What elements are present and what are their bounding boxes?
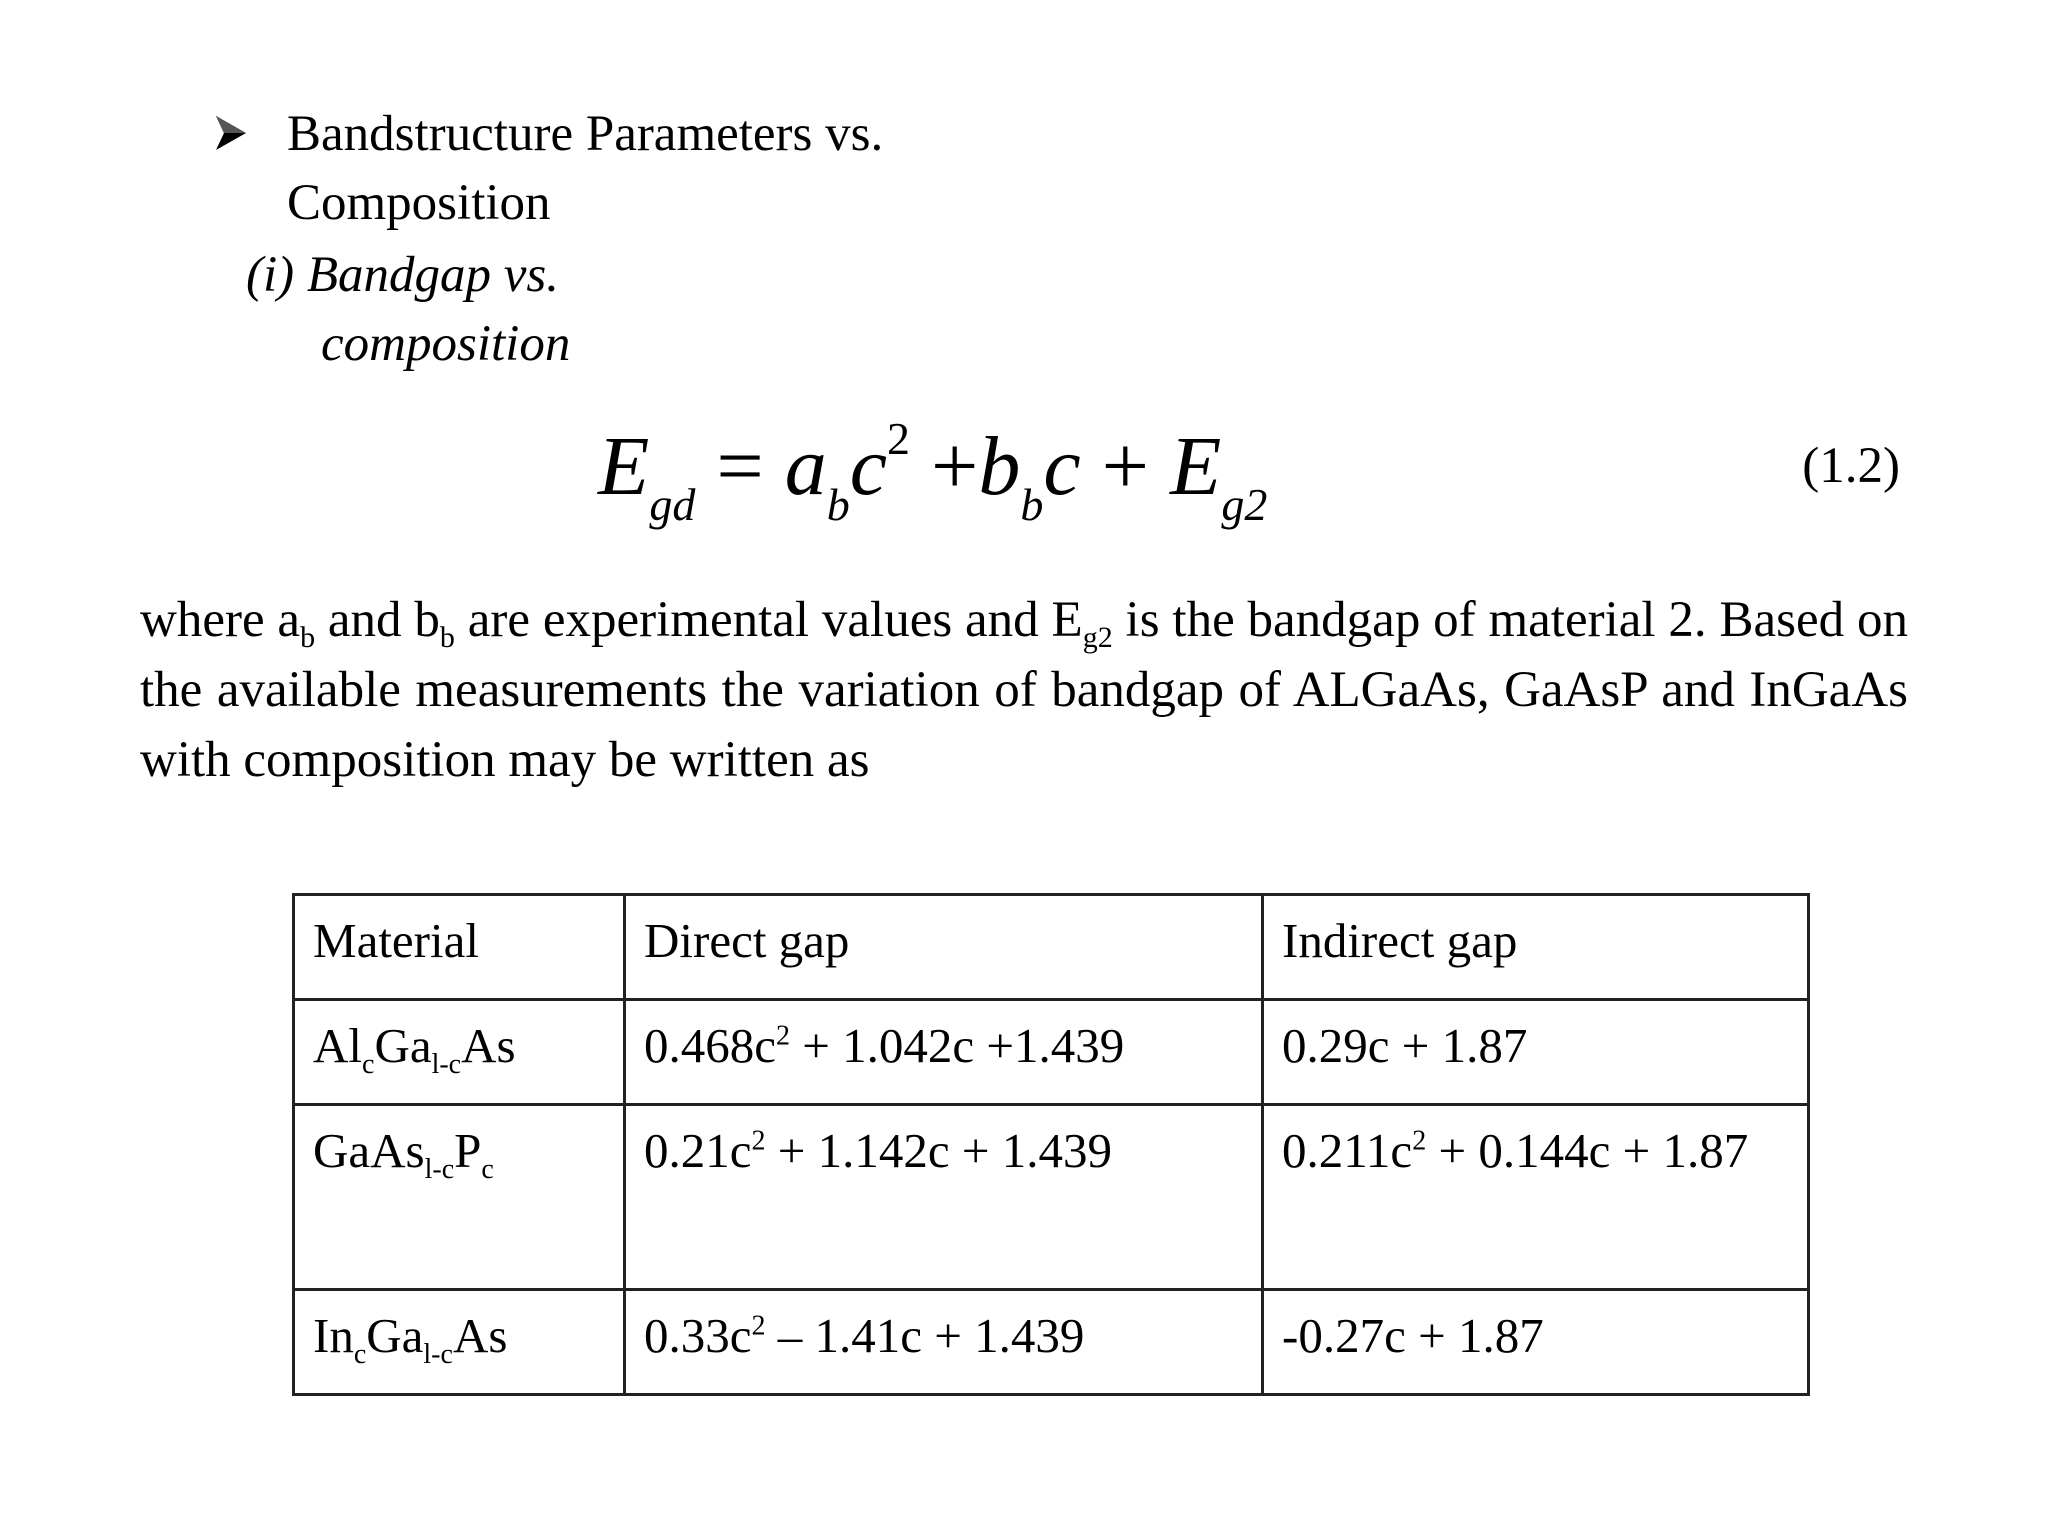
para-text-4: is the bandgap of material 2. Based on the available measurements the variation of bandgap of ALGaAs, GaAsP and InGaAs with composition may be written as	[140, 592, 1908, 788]
eq-equals: =	[716, 420, 764, 513]
table-row	[294, 1105, 1809, 1290]
para-text-3: are experimental values and E	[454, 592, 1083, 648]
eq-squared: 2	[886, 413, 910, 464]
material-cell: $GaAs_{l-c}P_c$	[294, 1105, 625, 1290]
table-header-row	[294, 895, 1809, 1000]
subheading	[246, 241, 570, 379]
para-sub-3: g2	[1082, 621, 1113, 655]
indirect-gap-cell: 0.29c + 1.87	[1263, 1000, 1809, 1105]
eq-c2: c	[1043, 420, 1081, 513]
eq-E: E	[598, 420, 650, 513]
para-sub-2: b	[439, 621, 455, 655]
header-direct-gap: Direct gap	[625, 895, 1263, 1000]
subheading-line1: (i) Bandgap vs.	[246, 247, 560, 303]
eq-E2: E	[1170, 420, 1222, 513]
eq-g2: g2	[1221, 479, 1268, 530]
subheading-line2: composition	[321, 316, 571, 372]
eq-gd: gd	[649, 479, 696, 530]
material-cell: $Al_cGa_{l-c}As$	[294, 1000, 625, 1105]
eq-b-sub: b	[1020, 479, 1044, 530]
eq-plus2: +	[1101, 420, 1150, 513]
para-text-2: and b	[315, 592, 440, 648]
equation-number: (1.2)	[1802, 438, 1900, 494]
eq-b: b	[978, 420, 1021, 513]
heading-line2: Composition	[287, 175, 551, 231]
direct-gap-cell: $0.468c^2 + 1.042c +1.439$	[625, 1000, 1263, 1105]
table-row	[294, 1290, 1809, 1395]
header-material: Material	[294, 895, 625, 1000]
material-cell: $In_cGa_{l-c}As$	[294, 1290, 625, 1395]
bandgap-equation	[598, 412, 1268, 530]
eq-c1: c	[849, 420, 887, 513]
eq-a: a	[784, 420, 827, 513]
para-sub-1: b	[300, 621, 316, 655]
heading-line1: Bandstructure Parameters vs.	[287, 106, 884, 162]
header-indirect-gap: Indirect gap	[1263, 895, 1809, 1000]
indirect-gap-cell: -0.27c + 1.87	[1263, 1290, 1809, 1395]
heading	[212, 100, 883, 238]
indirect-gap-cell: $0.211c^2 + 0.144c + 1.87$	[1263, 1105, 1809, 1290]
direct-gap-cell: $0.21c^2 + 1.142c + 1.439$	[625, 1105, 1263, 1290]
bandgap-table	[292, 893, 1810, 1396]
eq-a-sub: b	[826, 479, 850, 530]
direct-gap-cell: $0.33c^2 - 1.41c + 1.439$	[625, 1290, 1263, 1395]
para-text-1: where a	[140, 592, 301, 648]
eq-plus1: +	[930, 420, 979, 513]
body-paragraph	[140, 585, 1908, 795]
table-row	[294, 1000, 1809, 1105]
